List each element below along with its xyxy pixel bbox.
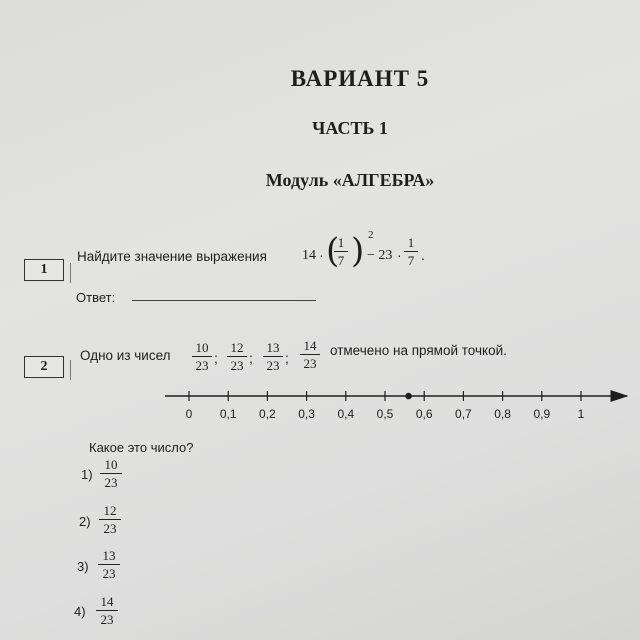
expr-inner-denominator: 7 — [337, 253, 345, 268]
number-line-tick-label: 0,4 — [337, 407, 355, 421]
fraction-numerator: 10 — [104, 457, 118, 472]
task-2-fraction-2 — [227, 340, 247, 373]
number-line-tick-label: 0,3 — [298, 407, 315, 421]
fraction-bar — [99, 519, 121, 520]
part-title: ЧАСТЬ 1 — [312, 118, 388, 138]
task-2-fraction-4 — [300, 338, 320, 371]
fraction-bar — [192, 356, 212, 357]
option-3-fraction[interactable] — [98, 548, 120, 581]
expr-paren-right: ) — [351, 231, 365, 271]
number-line-tick-label: 0 — [185, 407, 193, 421]
number-line-tick-label: 0,9 — [533, 407, 551, 421]
task-2-question: Какое это число? — [89, 440, 194, 455]
expr-exponent: 2 — [368, 229, 374, 241]
number-line-tick-label: 0,5 — [376, 407, 394, 421]
expr-period: . — [421, 247, 425, 263]
number-line — [165, 380, 635, 430]
number-line-labels — [186, 407, 585, 421]
fraction-numerator: 12 — [230, 340, 244, 355]
answer-label: Ответ: — [76, 290, 116, 305]
module-title: Модуль «АЛГЕБРА» — [265, 170, 435, 190]
fraction-separator: ; — [285, 350, 289, 366]
expr-tail-denominator: 7 — [407, 253, 415, 268]
option-2-label[interactable]: 2) — [79, 514, 91, 529]
option-1-fraction[interactable] — [100, 457, 122, 490]
expr-inner-fraction — [334, 235, 348, 268]
fraction-bar — [334, 251, 348, 252]
fraction-numerator: 13 — [102, 548, 116, 563]
variant-title: ВАРИАНТ 5 — [290, 66, 430, 91]
number-line-point — [405, 393, 412, 400]
fraction-bar — [263, 356, 283, 357]
fraction-numerator: 13 — [266, 340, 280, 355]
task-2-text-before: Одно из чисел — [80, 348, 171, 363]
task-1-number-box: 1 — [24, 259, 64, 281]
fraction-separator: ; — [214, 350, 218, 366]
expr-dot-2: · — [397, 247, 402, 263]
option-4-fraction[interactable] — [96, 594, 118, 627]
task-1-text: Найдите значение выражения — [77, 249, 267, 264]
option-1-label[interactable]: 1) — [81, 467, 93, 482]
task-2-text-after: отмечено на прямой точкой. — [330, 343, 507, 358]
fraction-bar — [98, 564, 120, 565]
expr-paren-left: ( — [326, 231, 340, 271]
number-line-tick-label: 0,6 — [415, 407, 433, 421]
fraction-bar — [300, 354, 320, 355]
fraction-denominator: 23 — [303, 356, 317, 371]
expr-inner-numerator: 1 — [337, 235, 345, 250]
option-2-fraction[interactable] — [99, 503, 121, 536]
fraction-numerator: 12 — [103, 503, 117, 518]
fraction-denominator: 23 — [266, 358, 280, 373]
number-line-tick-label: 0,2 — [259, 407, 276, 421]
option-3-label[interactable]: 3) — [77, 559, 89, 574]
number-line-tick-label: 0,7 — [455, 407, 472, 421]
option-4-label[interactable]: 4) — [74, 604, 86, 619]
number-line-tick-label: 0,1 — [219, 407, 237, 421]
task-2-fraction-1 — [192, 340, 212, 373]
fraction-denominator: 23 — [230, 358, 244, 373]
fraction-denominator: 23 — [103, 521, 117, 536]
expr-tail-numerator: 1 — [407, 235, 415, 250]
task-2-fraction-3 — [263, 340, 283, 373]
fraction-numerator: 14 — [100, 594, 114, 609]
expr-dot-1: · — [319, 247, 324, 263]
expr-minus-term: − 23 — [367, 248, 393, 263]
fraction-bar — [404, 251, 418, 252]
fraction-numerator: 10 — [195, 340, 209, 355]
fraction-denominator: 23 — [100, 612, 114, 627]
task-2-number-box: 2 — [24, 356, 64, 378]
fraction-separator: ; — [249, 350, 253, 366]
fraction-bar — [96, 610, 118, 611]
expr-tail-fraction — [404, 235, 418, 268]
answer-input-line[interactable] — [132, 300, 316, 301]
number-line-tick-label: 0,8 — [494, 407, 511, 421]
fraction-denominator: 23 — [195, 358, 209, 373]
fraction-bar — [100, 473, 122, 474]
fraction-numerator: 14 — [303, 338, 317, 353]
number-line-tick-label: 1 — [577, 407, 585, 421]
expr-coefficient: 14 — [302, 248, 316, 263]
fraction-bar — [227, 356, 247, 357]
fraction-denominator: 23 — [104, 475, 118, 490]
fraction-denominator: 23 — [102, 566, 116, 581]
